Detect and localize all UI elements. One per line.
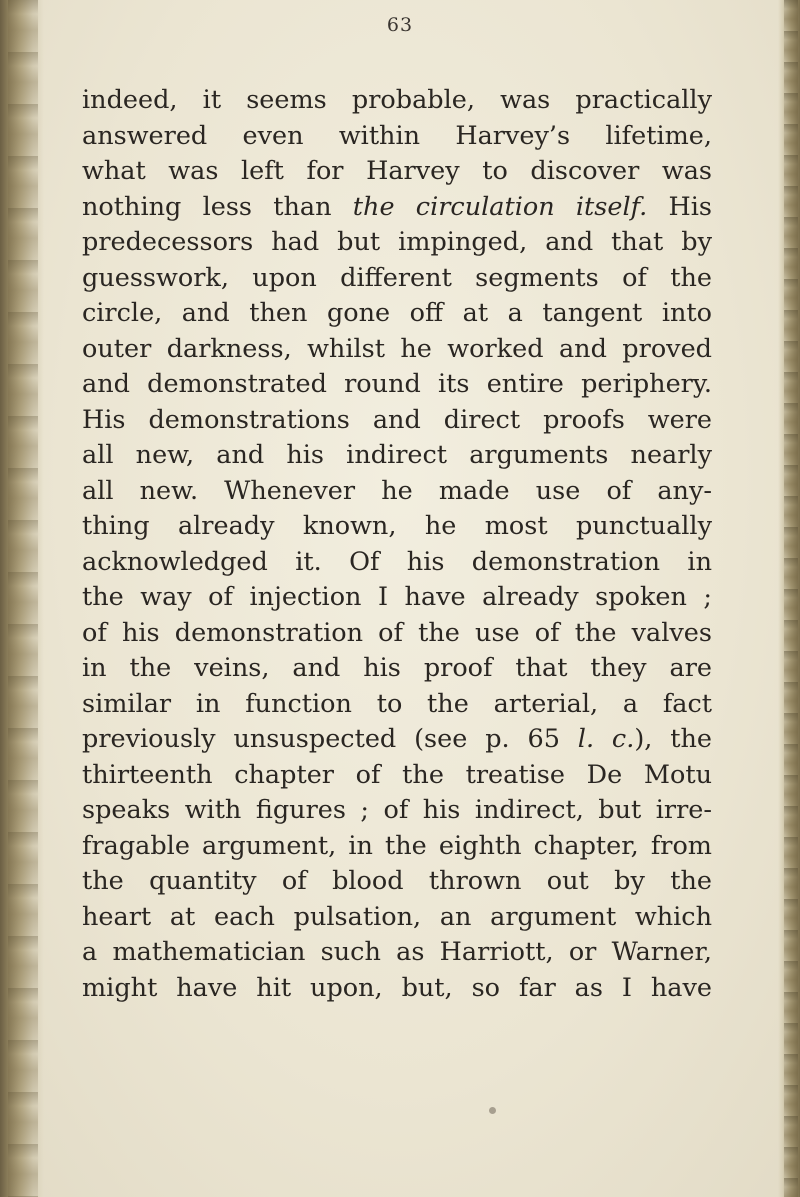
italic-text-span: the circulation itself. [352, 191, 648, 222]
text-span: nothing less than [82, 191, 353, 222]
text-span: ), the [634, 724, 712, 754]
text-line: all new. Whenever he made use of any- [82, 475, 712, 506]
left-page-edge-texture [8, 0, 38, 1197]
text-line: and demonstrated round its entire periphery. [82, 369, 712, 399]
ink-speck [489, 1107, 496, 1114]
text-line: circle, and then gone off at a tangent into [82, 298, 712, 328]
text-line: acknowledged it. Of his demonstration in [82, 546, 712, 577]
text-line: what was left for Harvey to discover was [82, 156, 712, 186]
text-line: a mathematician such as Harriott, or Warner, [82, 937, 712, 967]
text-line: in the veins, and his proof that they are [82, 653, 712, 683]
text-line: thing already known, he most punctually [82, 511, 712, 541]
text-line-with-italic [82, 722, 712, 758]
text-line: of his demonstration of the use of the valves [82, 617, 712, 648]
text-line: the way of injection I have already spoken ; [82, 582, 712, 612]
text-line: thirteenth chapter of the treatise De Motu [82, 759, 712, 790]
text-line-with-italic [82, 190, 712, 226]
text-line: heart at each pulsation, an argument which [82, 901, 712, 932]
italic-text-span: l. c. [577, 724, 635, 754]
text-line: His demonstrations and direct proofs were [82, 404, 712, 435]
text-line: guesswork, upon different segments of the [82, 262, 712, 293]
text-line: outer darkness, whilst he worked and proved [82, 333, 712, 364]
text-line: all new, and his indirect arguments nearly [82, 440, 712, 470]
text-line: answered even within Harvey’s lifetime, [82, 120, 712, 151]
text-line: indeed, it seems probable, was practically [82, 85, 712, 115]
text-span: previously unsuspected (see p. 65 [82, 724, 578, 754]
text-line: the quantity of blood thrown out by the [82, 866, 712, 896]
text-span: His [647, 191, 712, 222]
body-text [82, 83, 712, 1006]
right-page-edge-texture [784, 0, 798, 1197]
text-line: similar in function to the arterial, a fact [82, 688, 712, 719]
text-line: fragable argument, in the eighth chapter, from [82, 830, 712, 861]
page-number: 63 [386, 14, 414, 36]
text-line: might have hit upon, but, so far as I have [82, 972, 712, 1003]
text-line: predecessors had but impinged, and that by [82, 227, 712, 257]
text-line: speaks with figures ; of his indirect, but irre- [82, 795, 712, 825]
